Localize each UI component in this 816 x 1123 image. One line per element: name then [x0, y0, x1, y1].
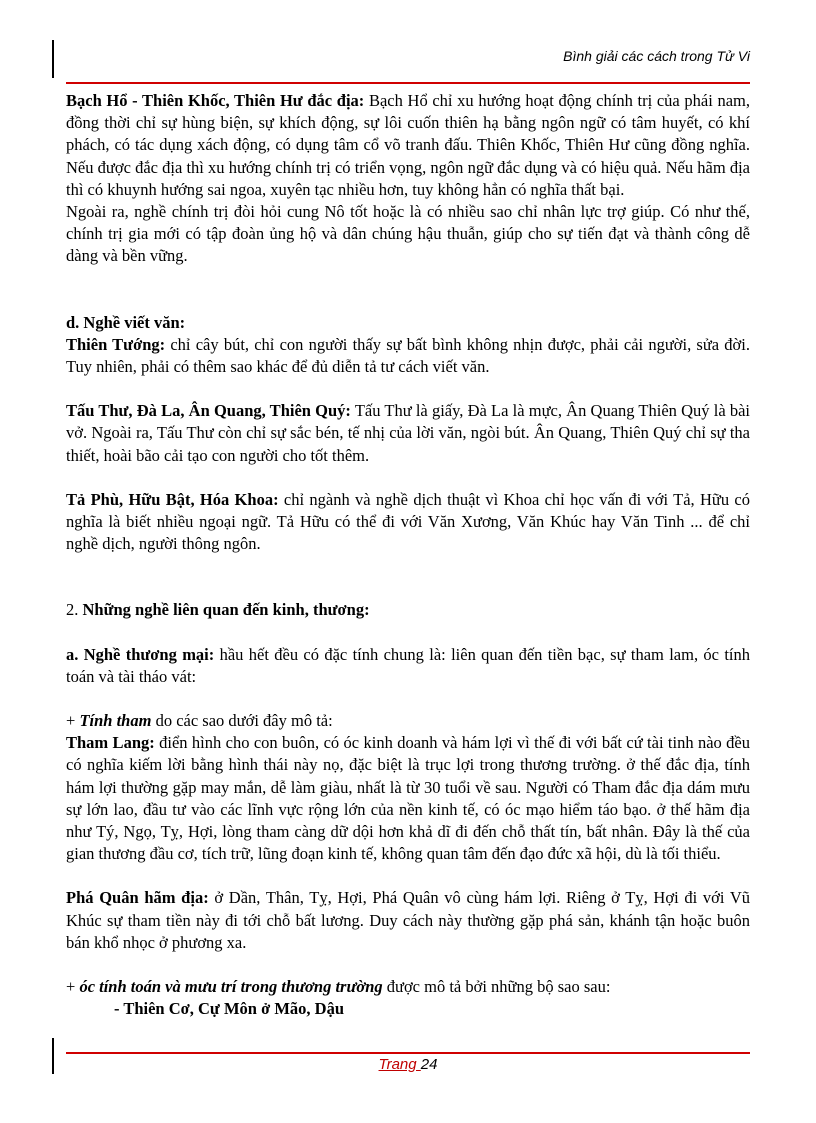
- term: Phá Quân hãm địa:: [66, 888, 209, 908]
- footer-rule: [66, 1052, 750, 1054]
- paragraph-trade: a. Nghề thương mại: hầu hết đều có đặc tính chung là: liên quan đến tiền bạc, sự tham lam, óc tính toán và tài tháo vát:: [66, 644, 750, 686]
- page-link[interactable]: Trang: [378, 1056, 421, 1073]
- term: Bạch Hổ - Thiên Khốc, Thiên Hư đắc địa:: [66, 91, 365, 110]
- paragraph-thien-tuong: Thiên Tướng: chỉ cây bút, chỉ con người thấy sự bất bình không nhịn được, phải cải người, sửa đời. Tuy nhiên, phải có thêm sao khác để đủ diễn tả tư cách viết văn.: [66, 334, 750, 377]
- running-header-title: Bình giải các cách trong Tử Vi: [563, 48, 750, 64]
- header-rule: [66, 82, 750, 84]
- paragraph-politics-support: Ngoài ra, nghề chính trị đòi hỏi cung Nô tốt hoặc là có nhiều sao chỉ nhân lực trợ giúp. Có như thế, chính trị gia mới có tập đoàn ủng hộ và dân chúng hậu thuẫn, giúp cho sự tiến đạt và thành công dễ dàng và bền vững.: [66, 202, 750, 266]
- page-footer: [0, 1056, 816, 1073]
- term: Thiên Tướng:: [66, 334, 166, 354]
- paragraph-tham-lang: Tham Lang: điển hình cho con buôn, có óc kinh doanh và hám lợi vì thế đi với bất cứ tài tinh nào đều có nghĩa kiếm lời bằng hình thái này nọ, đặc biệt là trục lợi trong thương trường. ở thế đắc địa, tính hám lợi thường gặp may mắn, dễ làm giàu, nhất là từ 30 tuổi về sau. Người có Tham đắc địa dám mưu sự lớn lao, đầu tư vào các lĩnh vực rộng lớn của nền kinh tế, có óc mạo hiểm táo bạo. ở thế hãm địa như Tý, Ngọ, Tỵ, Hợi, lòng tham càng dữ dội hơn khả dĩ đi đến chỗ thất tín, bất nhân. Đây là thế của gian thương đầu cơ, tích trữ, lũng đoạn kinh tế, không quan tâm đến đạo đức xã hội, dù là tối thiểu.: [66, 733, 751, 864]
- term: Tính tham: [79, 711, 152, 731]
- section-heading-commerce: 2. Những nghề liên quan đến kinh, thương:: [66, 600, 370, 620]
- term: Tấu Thư, Đà La, Ân Quang, Thiên Quý:: [66, 401, 351, 421]
- term: óc tính toán và mưu trí trong thương trường: [79, 977, 383, 997]
- paragraph-pha-quan: Phá Quân hãm địa: ở Dần, Thân, Tỵ, Hợi, Phá Quân vô cùng hám lợi. Riêng ở Tỵ, Hợi đi với Vũ Khúc sự tham tiền này đi tới chỗ bất lương. Duy cách này thường gặp phá sản, khánh tận hoặc buôn bán khổ nhọc ở phương xa.: [66, 888, 750, 952]
- document-body: [66, 90, 750, 1021]
- paragraph-greed-intro: + Tính tham do các sao dưới đây mô tả:: [66, 711, 333, 731]
- paragraph-strategy-intro: + óc tính toán và mưu trí trong thương trường được mô tả bởi những bộ sao sau:: [66, 977, 611, 997]
- term: a. Nghề thương mại:: [66, 644, 215, 664]
- paragraph-bach-ho: Bạch Hổ - Thiên Khốc, Thiên Hư đắc địa: Bạch Hổ chỉ xu hướng hoạt động chính trị của phái nam, đồng thời chỉ sự hùng biện, sự khích động, sự lôi cuốn thiên hạ bằng ngôn ngữ có tâm huyết, có khí phách, có tác dụng xách động, có dụng tâm cổ võ tranh đấu. Thiên Khốc, Thiên Hư cũng đồng nghĩa. Nếu được đắc địa thì xu hướng chính trị có triển vọng, ngôn ngữ đắc dụng và có hiệu quả. Nếu hãm địa thì có khuynh hướng sai ngoa, xuyên tạc nhiều hơn, tuy không hẳn có nghĩa thất bại.: [66, 91, 750, 199]
- paragraph-tau-thu: Tấu Thư, Đà La, Ân Quang, Thiên Quý: Tấu Thư là giấy, Đà La là mực, Ân Quang Thiên Quý là bài vở. Ngoài ra, Tấu Thư còn chỉ sự sắc bén, tế nhị của lời văn, ngòi bút. Ân Quang, Thiên Quý chỉ sự tha thiết, hoài bão cải tạo con người cho tốt thêm.: [66, 401, 750, 465]
- top-margin-bar: [52, 40, 54, 78]
- term: Tham Lang:: [66, 733, 155, 753]
- section-heading-writing: d. Nghề viết văn:: [66, 312, 186, 332]
- list-item-thien-co: - Thiên Cơ, Cự Môn ở Mão, Dậu: [114, 999, 345, 1019]
- term: Tả Phù, Hữu Bật, Hóa Khoa:: [66, 489, 279, 509]
- page-number: 24: [420, 1056, 438, 1073]
- paragraph-ta-phu: Tả Phù, Hữu Bật, Hóa Khoa: chỉ ngành và nghề dịch thuật vì Khoa chỉ học vấn đi với Tả, Hữu có nghĩa là biết nhiều ngoại ngữ. Tả Hữu có thể đi với Văn Xương, Văn Khúc hay Văn Tinh ... để chỉ nghề dịch, người thông ngôn.: [66, 489, 750, 554]
